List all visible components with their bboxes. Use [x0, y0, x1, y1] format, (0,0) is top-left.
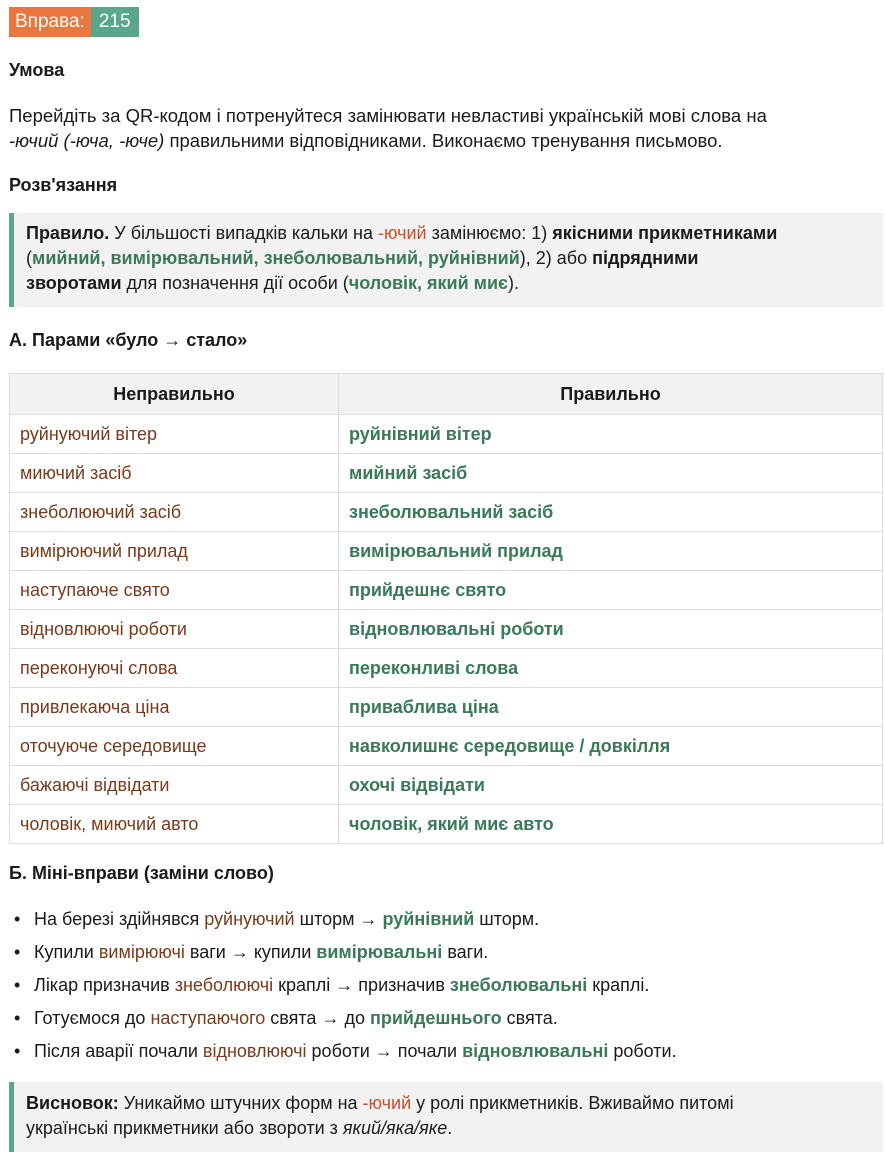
- rule-box: [9, 213, 883, 307]
- item-text: роботи.: [608, 1041, 677, 1061]
- table-row: [10, 805, 883, 844]
- rule-line3: [26, 271, 873, 296]
- condition-line2-rest: правильними відповідниками. Виконаємо тренування письмово.: [164, 130, 723, 151]
- right-cell: руйнівний вітер: [339, 415, 883, 454]
- rule-text: ), 2) або: [519, 248, 593, 268]
- conclusion-text: Уникаймо штучних форм на: [118, 1093, 363, 1113]
- conclusion-line2: [26, 1116, 873, 1141]
- conclusion-italic: який/яка/яке: [342, 1118, 448, 1138]
- table-row: [10, 649, 883, 688]
- item-text: краплі.: [587, 975, 650, 995]
- rule-examples: мийний, вимірювальний, знеболювальний, руйнівний: [32, 248, 520, 268]
- rule-bold: якісними прикметниками: [552, 223, 778, 243]
- wrong-cell: знеболюючий засіб: [10, 493, 339, 532]
- item-right: відновлювальні: [462, 1041, 609, 1061]
- right-cell: приваблива ціна: [339, 688, 883, 727]
- item-wrong: відновлюючі: [202, 1041, 307, 1061]
- wrong-cell: відновлюючі роботи: [10, 610, 339, 649]
- item-text: шторм →: [294, 909, 383, 929]
- item-text: Готуємося до: [34, 1008, 151, 1028]
- rule-head: Правило.: [26, 223, 110, 243]
- header-right: Правильно: [339, 374, 883, 415]
- right-cell: знеболювальний засіб: [339, 493, 883, 532]
- section-b-title: Б. Міні-вправи (заміни слово): [9, 863, 274, 883]
- item-wrong: наступаючого: [150, 1008, 266, 1028]
- item-right: прийдешнього: [369, 1008, 502, 1028]
- rule-text: замінюємо: 1): [426, 223, 553, 243]
- table-row: [10, 493, 883, 532]
- right-cell: охочі відвідати: [339, 766, 883, 805]
- right-cell: чоловік, який миє авто: [339, 805, 883, 844]
- exercise-number: 215: [91, 7, 139, 37]
- rule-line2: [26, 246, 873, 271]
- section-a-title: А. Парами «було → стало»: [9, 330, 248, 350]
- list-item: [34, 937, 884, 970]
- right-cell: переконливі слова: [339, 649, 883, 688]
- wrong-cell: миючий засіб: [10, 454, 339, 493]
- item-text: роботи → почали: [306, 1041, 463, 1061]
- conclusion-text: українські прикметники або звороти з: [26, 1118, 343, 1138]
- right-cell: відновлювальні роботи: [339, 610, 883, 649]
- solution-title: Розв'язання: [9, 175, 118, 195]
- exercise-label: Вправа:: [9, 7, 91, 37]
- wrong-cell: чоловік, миючий авто: [10, 805, 339, 844]
- rule-bold: підрядними: [592, 248, 699, 268]
- item-text: шторм.: [474, 909, 540, 929]
- table-row: [10, 454, 883, 493]
- rule-text: У більшості випадків кальки на: [109, 223, 378, 243]
- wrong-cell: вимірюючий прилад: [10, 532, 339, 571]
- condition-suffix: -ючий (-юча, -юче): [9, 130, 165, 151]
- table-row: [10, 532, 883, 571]
- list-item: [34, 904, 884, 937]
- pairs-table: [9, 373, 883, 844]
- conclusion-box: [9, 1082, 883, 1152]
- item-wrong: вимірюючі: [98, 942, 185, 962]
- condition-title: Умова: [9, 60, 65, 80]
- item-right: вимірювальні: [316, 942, 443, 962]
- conclusion-head: Висновок:: [26, 1093, 119, 1113]
- item-text: На березі здійнявся: [34, 909, 205, 929]
- rule-example: чоловік, який миє: [348, 273, 508, 293]
- conclusion-line1: [26, 1091, 873, 1116]
- table-row: [10, 727, 883, 766]
- condition-line1: Перейдіть за QR-кодом і потренуйтеся замінювати невластиві українській мові слова на: [9, 105, 767, 126]
- table-row: [10, 610, 883, 649]
- rule-line1: [26, 221, 873, 246]
- condition-line2: [9, 128, 869, 153]
- item-text: Купили: [34, 942, 99, 962]
- table-row: [10, 688, 883, 727]
- table-row: [10, 571, 883, 610]
- rule-text: ).: [508, 273, 519, 293]
- condition-text: [9, 103, 869, 153]
- item-text: краплі → призначив: [273, 975, 450, 995]
- item-text: свята.: [501, 1008, 558, 1028]
- item-text: ваги.: [442, 942, 489, 962]
- item-text: Лікар призначив: [34, 975, 175, 995]
- item-right: руйнівний: [382, 909, 475, 929]
- item-wrong: знеболюючі: [174, 975, 274, 995]
- exercise-list: [9, 904, 884, 1069]
- list-item: [34, 1036, 884, 1069]
- table-header-row: [10, 374, 883, 415]
- rule-suffix: -ючий: [377, 223, 427, 243]
- conclusion-text: у ролі прикметників. Вживаймо питомі: [411, 1093, 734, 1113]
- wrong-cell: оточуюче середовище: [10, 727, 339, 766]
- header-wrong: Неправильно: [10, 374, 339, 415]
- wrong-cell: руйнуючий вітер: [10, 415, 339, 454]
- wrong-cell: бажаючі відвідати: [10, 766, 339, 805]
- wrong-cell: наступаюче свято: [10, 571, 339, 610]
- item-wrong: руйнуючий: [204, 909, 295, 929]
- rule-bold: зворотами: [26, 273, 122, 293]
- rule-text: для позначення дії особи (: [121, 273, 349, 293]
- right-cell: навколишнє середовище / довкілля: [339, 727, 883, 766]
- exercise-badge: [9, 7, 139, 37]
- rule-text: (: [26, 248, 32, 268]
- conclusion-text: .: [447, 1118, 453, 1138]
- list-item: [34, 970, 884, 1003]
- wrong-cell: привлекаюча ціна: [10, 688, 339, 727]
- table-row: [10, 415, 883, 454]
- item-right: знеболювальні: [449, 975, 588, 995]
- item-text: Після аварії почали: [34, 1041, 203, 1061]
- table-row: [10, 766, 883, 805]
- wrong-cell: переконуючі слова: [10, 649, 339, 688]
- conclusion-suffix: -ючий: [362, 1093, 412, 1113]
- item-text: ваги → купили: [184, 942, 317, 962]
- right-cell: мийний засіб: [339, 454, 883, 493]
- right-cell: прийдешнє свято: [339, 571, 883, 610]
- item-text: свята → до: [265, 1008, 370, 1028]
- list-item: [34, 1003, 884, 1036]
- right-cell: вимірювальний прилад: [339, 532, 883, 571]
